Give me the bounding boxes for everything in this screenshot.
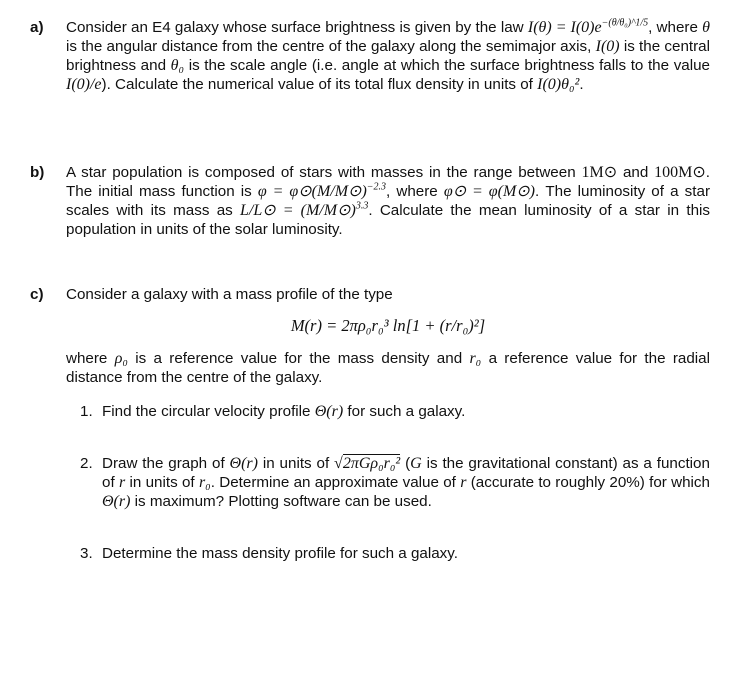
subitem-2-text-2: in units of: [262, 455, 330, 472]
rho0-symbol: ρ₀: [114, 350, 128, 367]
r0-symbol: r₀: [469, 350, 482, 367]
problem-b-text-4: , where: [386, 183, 438, 200]
velocity-profile-symbol: Θ(r): [314, 403, 344, 420]
mass-lower-bound: 1M⊙: [581, 164, 618, 181]
law-exponent: −(θ/θ₀)^1/5: [601, 17, 649, 29]
r0-symbol: r₀: [198, 474, 211, 491]
sqrt-radicand: 2πGρ₀r₀²: [342, 455, 401, 472]
subitem-3-text-1: Determine the mass density profile for such a galaxy.: [102, 545, 458, 562]
problem-c-intro: Consider a galaxy with a mass profile of the type: [66, 286, 393, 303]
problem-b-text-2: and: [622, 164, 649, 181]
subitem-2-text-5: in units of: [129, 474, 195, 491]
central-brightness-symbol: I(0): [595, 38, 620, 55]
subitem-1-text-2: for such a galaxy.: [347, 403, 466, 420]
subitem-3: [80, 544, 710, 563]
g-symbol: G: [410, 455, 422, 472]
problem-b-label: b): [30, 164, 45, 181]
imf-exponent: −2.3: [366, 181, 387, 193]
problem-c-label: c): [30, 286, 44, 303]
subitem-1-number: 1.: [80, 403, 93, 420]
problem-b-body: [66, 163, 710, 239]
phi-sun-definition: φ⊙ = φ(M⊙): [443, 183, 536, 200]
subitem-2-text-8: is maximum? Plotting software can be used.: [134, 493, 432, 510]
problem-b-text-1: A star population is composed of stars with masses in the range between: [66, 164, 576, 181]
subitem-2-number: 2.: [80, 455, 93, 472]
flux-units: I(0)θ₀²: [537, 76, 580, 93]
theta-symbol: θ: [702, 19, 710, 36]
subitem-2-text-7: (accurate to roughly 20%) for which: [470, 474, 710, 491]
problem-a-label: a): [30, 19, 44, 36]
problem-a: [30, 18, 710, 94]
subitem-2: [80, 454, 710, 511]
velocity-profile-symbol: Θ(r): [102, 493, 131, 510]
subitem-2-text-4: is the gravitational constant) as a function of: [102, 455, 710, 491]
problem-c-body: [66, 349, 710, 387]
problem-b: [30, 163, 710, 239]
subitem-2-text-3: (: [405, 455, 411, 472]
subitem-3-number: 3.: [80, 545, 93, 562]
luminosity-base: L/L⊙ = (M/M⊙): [240, 202, 356, 219]
subitem-2-text-1: Draw the graph of: [102, 455, 225, 472]
velocity-unit-sqrt: √2πGρ₀r₀²: [334, 455, 401, 472]
mass-upper-bound: 100M⊙: [654, 164, 706, 181]
scale-angle-symbol: θ₀: [170, 57, 185, 74]
problem-a-text-1: Consider an E4 galaxy whose surface brightness is given by the law: [66, 19, 524, 36]
problem-b-text-3: . The initial mass function is: [66, 164, 710, 200]
subitem-1-text-1: Find the circular velocity profile: [102, 403, 311, 420]
problem-c: [30, 285, 710, 563]
luminosity-relation: [240, 202, 368, 219]
problem-a-text-4: is the central brightness and: [66, 38, 710, 74]
problem-c-text-3: is a reference value for the mass density and: [135, 350, 463, 367]
velocity-profile-symbol: Θ(r): [229, 455, 258, 472]
problem-a-text-5: is the scale angle (i.e. angle at which the surface brightness falls to the value: [188, 57, 710, 74]
problem-c-text-4: a reference value for the radial distance from the centre of the galaxy.: [66, 350, 710, 386]
problem-c-text-2: where: [66, 350, 108, 367]
problem-b-text-5: . The luminosity of a star scales with its mass as: [66, 183, 710, 219]
law-base: I(θ) = I(0)e: [527, 19, 602, 36]
surface-brightness-law: [528, 19, 648, 36]
brightness-ratio: I(0)/e: [66, 76, 102, 93]
mass-profile-equation: M(r) = 2πρ₀r₀³ ln[1 + (r/r₀)²]: [290, 316, 486, 335]
problem-b-text-6: . Calculate the mean luminosity of a star in this population in units of the solar luminosity.: [66, 202, 710, 238]
imf-equation: [258, 183, 386, 200]
luminosity-exponent: 3.3: [355, 200, 369, 212]
r-symbol: r: [118, 474, 126, 491]
problem-a-text-3: is the angular distance from the centre of the galaxy along the semimajor axis,: [66, 38, 592, 55]
subitem-1: [80, 402, 710, 421]
r-symbol: r: [460, 474, 467, 491]
subitem-2-text-6: . Determine an approximate value of: [210, 474, 456, 491]
problem-a-text-2: , where: [648, 19, 698, 36]
imf-base: φ = φ⊙(M/M⊙): [257, 183, 367, 200]
problem-a-text-6: ). Calculate the numerical value of its total flux density in units of: [101, 76, 533, 93]
problem-a-text-7: .: [579, 76, 584, 93]
problem-a-body: [66, 18, 710, 94]
